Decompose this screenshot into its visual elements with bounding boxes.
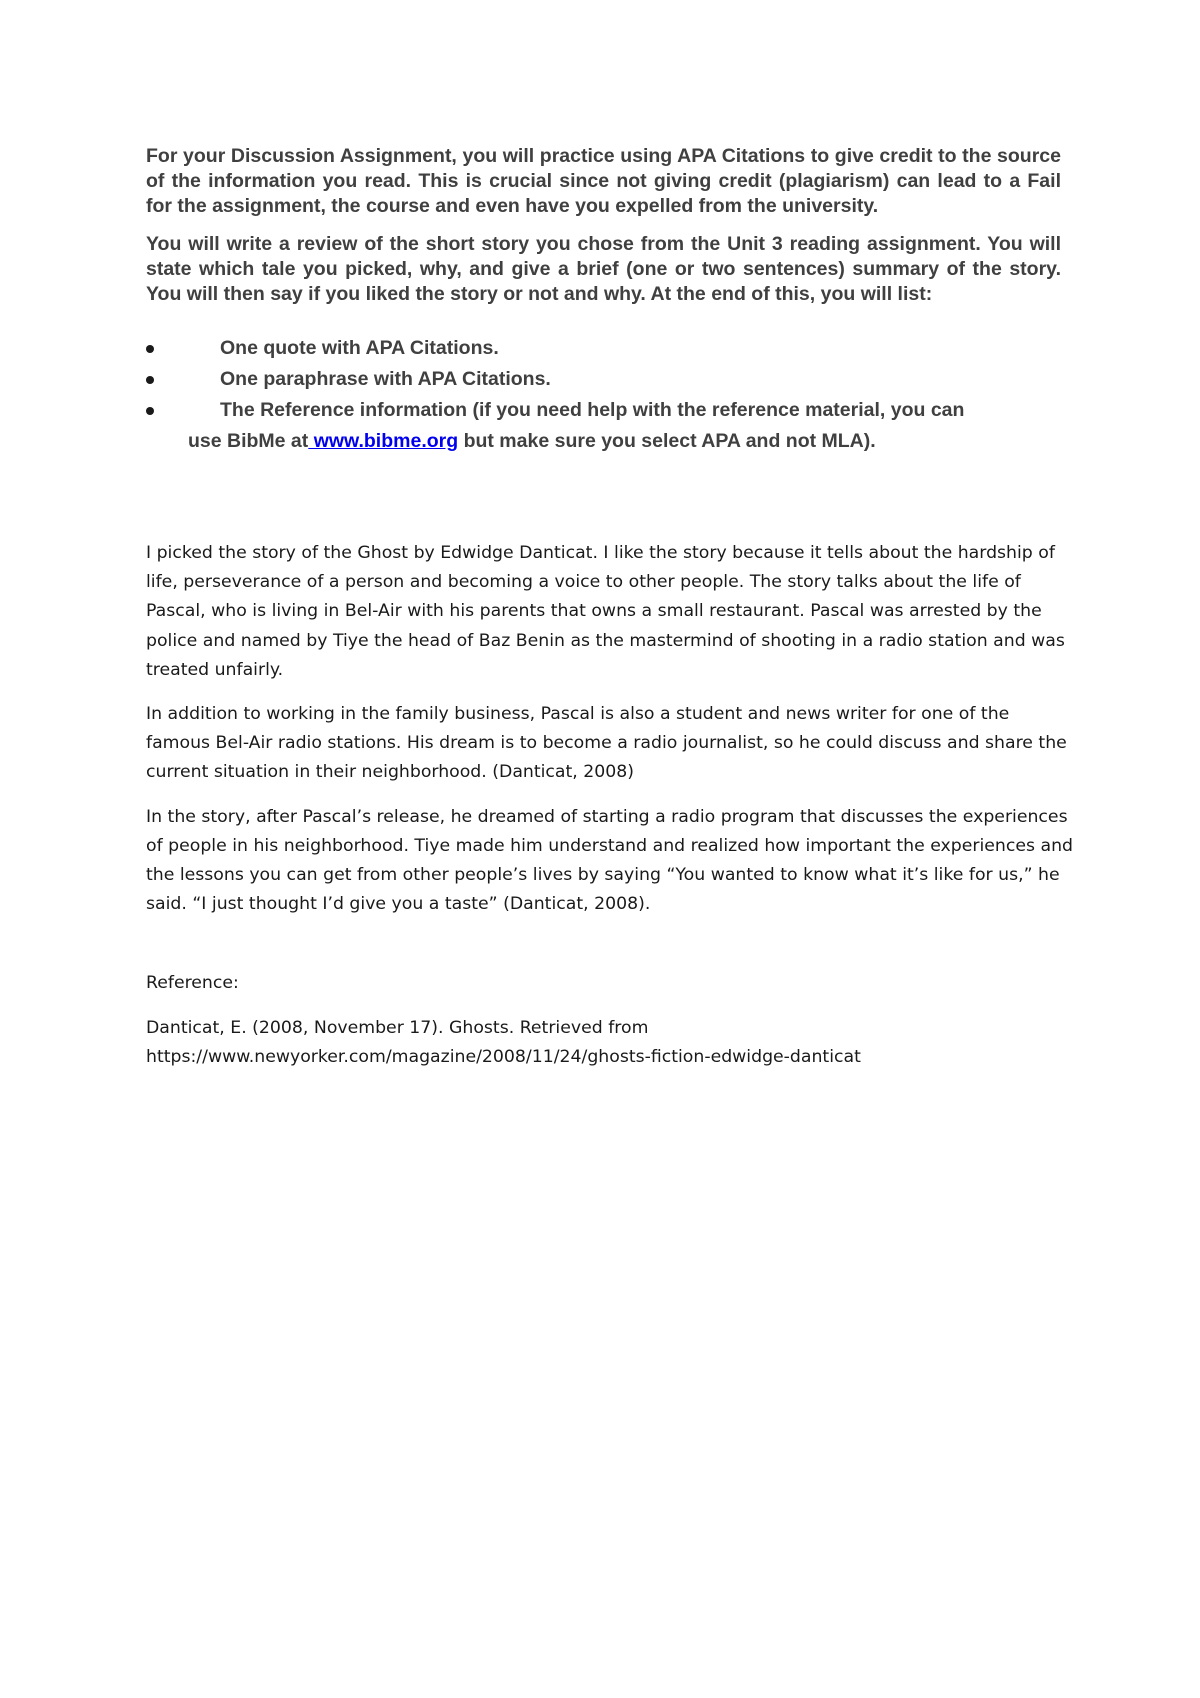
bullet-text-line-2 [188,428,1061,454]
reference-line-1: Danticat, E. (2008, November 17). Ghosts. Retrieved from [146,1017,649,1038]
reference-entry [146,1014,1076,1072]
bullet-text: One paraphrase with APA Citations. [220,368,551,390]
essay-paragraph-3: In the story, after Pascal’s release, he dreamed of starting a radio program that discusses the experiences of people in his neighborhood. Tiye made him understand and realized how important the experiences and the lessons you can get from other people’s lives by saying “You wanted to know what it’s like for us,” he said. “I just thought I’d give you a taste” (Danticat, 2008). [146,806,1073,915]
bibme-prefix: use BibMe at [188,430,309,452]
bullet-text: One quote with APA Citations. [220,337,499,359]
essay-paragraph-1: I picked the story of the Ghost by Edwidge Danticat. I like the story because it tells about the hardship of life, perseverance of a person and becoming a voice to other people. The story talks about the life of Pascal, who is living in Bel-Air with his parents that owns a small restaurant. Pascal was arrested by the police and named by Tiye the head of Baz Benin as the mastermind of shooting in a radio station and was treated unfairly. [146,543,1065,680]
bullet-icon [146,407,154,415]
bullet-text-line-1: The Reference information (if you need help with the reference material, you can [220,399,965,421]
bullet-icon [146,376,154,384]
bibme-suffix: but make sure you select APA and not MLA). [458,430,876,452]
student-essay [146,539,1076,1087]
assignment-instructions [146,144,1061,459]
bullet-item-reference [146,397,1061,454]
instructions-paragraph-2: You will write a review of the short story you chose from the Unit 3 reading assignment. You will state which tale you picked, why, and give a brief (one or two sentences) summary of the story. You will then say if you liked the story or not and why. At the end of this, you will list: [146,233,1061,305]
bibme-link[interactable]: www.bibme.org [308,430,459,452]
bullet-item-paraphrase [146,366,1061,392]
instructions-paragraph-1: For your Discussion Assignment, you will practice using APA Citations to give credit to the source of the information you read. This is crucial since not giving credit (plagiarism) can lead to a Fail for the assignment, the course and even have you expelled from the university. [146,145,1061,217]
reference-heading: Reference: [146,973,239,994]
essay-paragraph-2: In addition to working in the family business, Pascal is also a student and news writer for one of the famous Bel-Air radio stations. His dream is to become a radio journalist, so he could discuss and share the current situation in their neighborhood. (Danticat, 2008) [146,704,1067,783]
instructions-bullet-list [146,335,1061,454]
bullet-item-quote [146,335,1061,361]
reference-url: https://www.newyorker.com/magazine/2008/11/24/ghosts-fiction-edwidge-danticat [146,1046,861,1067]
bullet-icon [146,345,154,353]
